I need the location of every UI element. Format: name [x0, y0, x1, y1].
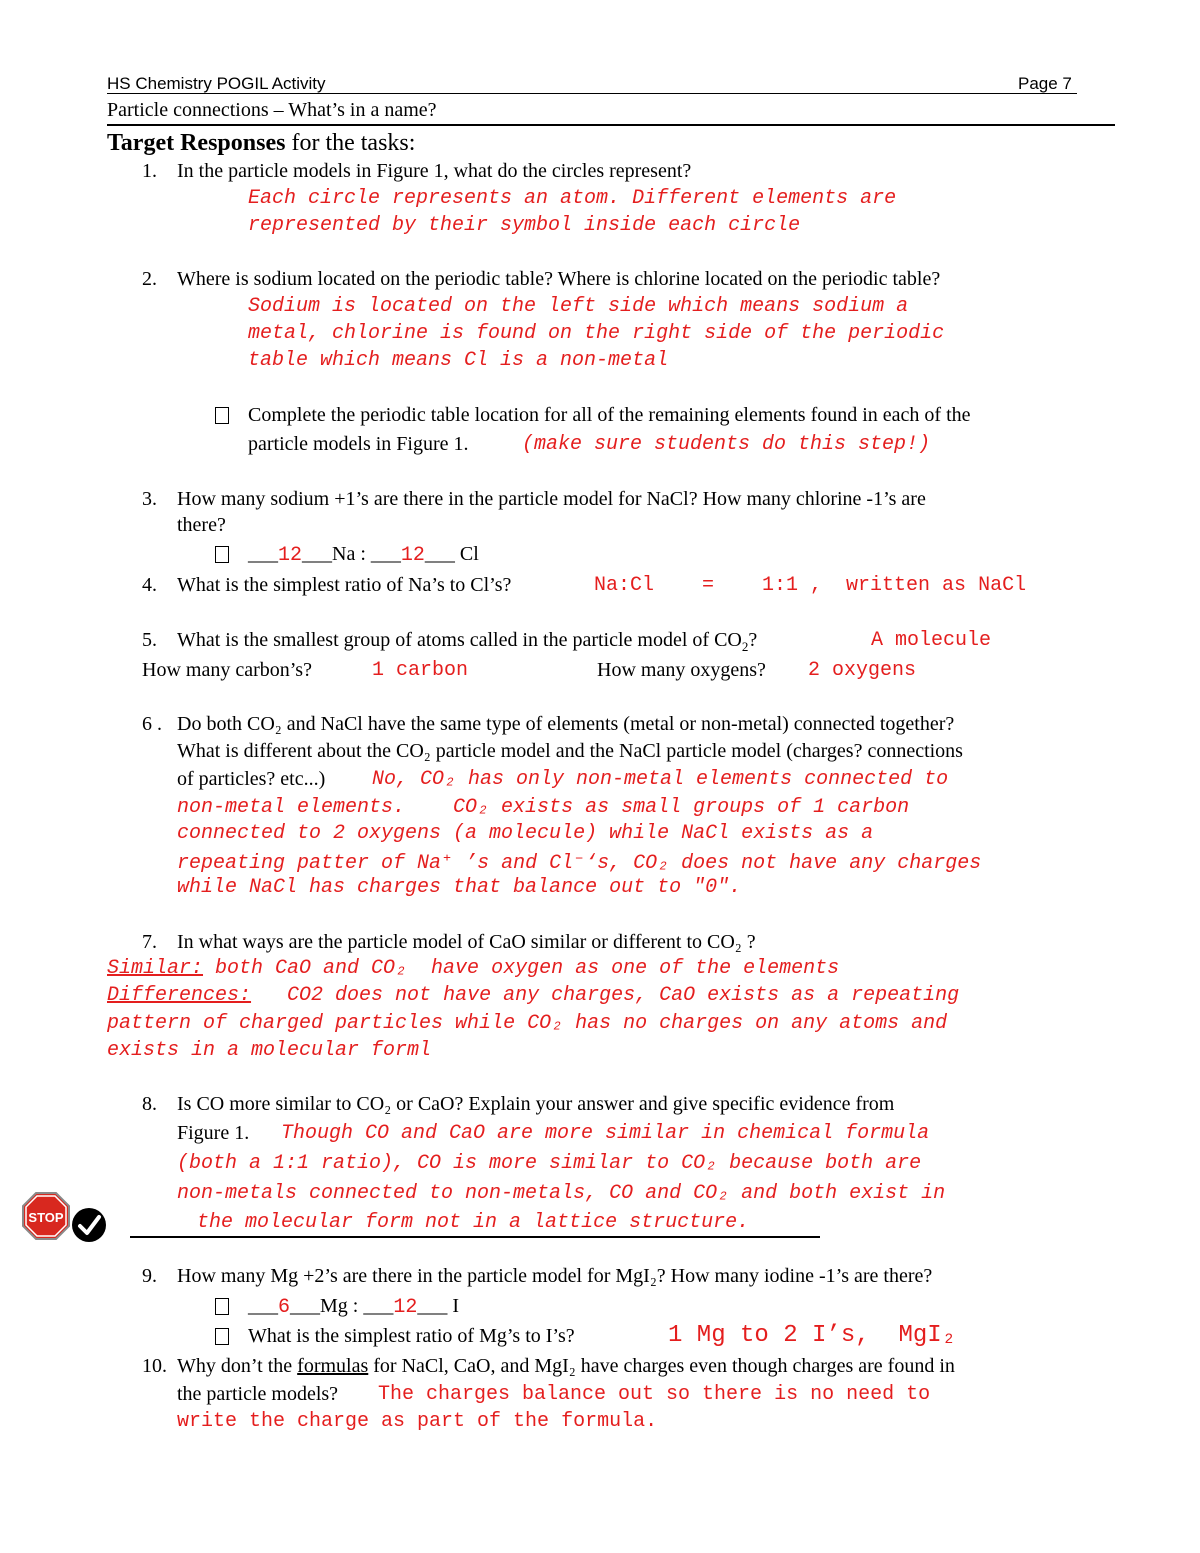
q5-oxygens-question: How many oxygens?	[597, 659, 766, 681]
q6-answer-line3: connected to 2 oxygens (a molecule) while NaCl exists as a	[177, 822, 874, 845]
q1-answer-line2: represented by their symbol inside each circle	[248, 214, 801, 237]
q10-number: 10.	[142, 1355, 167, 1377]
q10-answer-line1: The charges balance out so there is no need to	[378, 1383, 931, 1406]
subtitle-rule	[107, 124, 1115, 126]
q7-answer-line3: pattern of charged particles while CO₂ has no charges on any atoms and	[107, 1012, 948, 1035]
q6-question-line2: What is different about the CO₂ particle model and the NaCl particle model (charges? connections	[177, 740, 963, 762]
svg-text:STOP: STOP	[28, 1210, 64, 1225]
q4-number: 4.	[142, 574, 157, 596]
q10-answer-line2: write the charge as part of the formula.	[177, 1410, 658, 1433]
q6-answer-line5: while NaCl has charges that balance out to "0".	[177, 876, 742, 899]
q2-task-note: (make sure students do this step!)	[522, 433, 931, 456]
q7-number: 7.	[142, 931, 157, 953]
q9-number: 9.	[142, 1265, 157, 1287]
q5-question: What is the smallest group of atoms called in the particle model of $CO_2$?	[177, 629, 758, 654]
q4-question: What is the simplest ratio of Na’s to Cl’s?	[177, 574, 512, 596]
q1-question: In the particle models in Figure 1, what do the circles represent?	[177, 160, 692, 182]
q9-count-line: ___6___Mg : ___12___ I	[248, 1295, 460, 1319]
checkmark-icon	[70, 1206, 108, 1244]
q10-question-line2: the particle models?	[177, 1383, 339, 1405]
q9-ratio-question: What is the simplest ratio of Mg’s to I’s?	[248, 1325, 575, 1347]
q1-answer-line1: Each circle represents an atom. Different elements are	[248, 187, 897, 210]
q8-answer-line4: the molecular form not in a lattice structure.	[197, 1211, 750, 1234]
q6-question-line1: Do both CO₂ and NaCl have the same type of elements (metal or non-metal) connected together?	[177, 713, 955, 735]
q6-question-line3: of particles? etc...)	[177, 768, 326, 790]
q2-number: 2.	[142, 268, 157, 290]
q10-question-line1: Why don’t the formulas for NaCl, CaO, and MgI₂ have charges even though charges are found in	[177, 1355, 955, 1377]
q2-task-line2: particle models in Figure 1.	[248, 433, 469, 455]
section-divider	[130, 1236, 820, 1238]
q2-task-line1: Complete the periodic table location for all of the remaining elements found in each of the	[248, 404, 971, 426]
page-subtitle: Particle connections – What’s in a name?	[107, 99, 437, 121]
checkbox-icon	[215, 546, 229, 566]
q2-answer-line2: metal, chlorine is found on the right side of the periodic	[248, 322, 945, 345]
q6-number: 6 .	[142, 713, 162, 735]
q5-carbons-question: How many carbon’s?	[142, 659, 312, 681]
q9-question: How many Mg +2’s are there in the particle model for MgI₂? How many iodine -1’s are there?	[177, 1265, 933, 1287]
q5-answer: A molecule	[871, 629, 992, 652]
checkbox-icon	[215, 1298, 229, 1318]
q3-ratio-line: ___12___Na : ___12___ Cl	[248, 543, 479, 567]
q6-answer-line4: repeating patter of Na⁺ ’s and Cl⁻‘s, CO₂ does not have any charges	[177, 852, 982, 875]
q7-question: In what ways are the particle model of CaO similar or different to CO₂ ?	[177, 931, 756, 953]
checkbox-icon	[215, 1328, 229, 1348]
checkbox-icon	[215, 407, 229, 427]
q8-question-line2: Figure 1.	[177, 1122, 250, 1144]
q6-answer-line2: non-metal elements. CO₂ exists as small groups of 1 carbon	[177, 796, 910, 819]
stop-sign-icon	[22, 1192, 70, 1240]
q5-number: 5.	[142, 629, 157, 651]
q8-number: 8.	[142, 1093, 157, 1115]
q7-differences: Differences: CO2 does not have any charges, CaO exists as a repeating	[107, 984, 960, 1007]
q3-question-line2: there?	[177, 514, 226, 536]
q7-similar: Similar: both CaO and CO₂ have oxygen as one of the elements	[107, 957, 840, 980]
q9-ratio-answer: 1 Mg to 2 I’s, MgI₂	[668, 1322, 957, 1349]
q8-question-line1: Is CO more similar to CO₂ or CaO? Explain your answer and give specific evidence from	[177, 1093, 895, 1115]
q2-question: Where is sodium located on the periodic table? Where is chlorine located on the periodic table?	[177, 268, 941, 290]
section-title: Target Responses for the tasks:	[107, 130, 416, 156]
q4-answer: Na:Cl = 1:1 , written as NaCl	[594, 574, 1027, 597]
q2-answer-line1: Sodium is located on the left side which means sodium a	[248, 295, 909, 318]
q8-answer-line3: non-metals connected to non-metals, CO and CO₂ and both exist in	[177, 1182, 946, 1205]
q3-number: 3.	[142, 488, 157, 510]
q2-answer-line3: table which means Cl is a non-metal	[248, 349, 669, 372]
q5-oxygens-answer: 2 oxygens	[808, 659, 917, 682]
course-title: HS Chemistry POGIL Activity	[107, 74, 326, 93]
q8-answer-line2: (both a 1:1 ratio), CO is more similar to CO₂ because both are	[177, 1152, 922, 1175]
q8-answer-line1: Though CO and CaO are more similar in chemical formula	[281, 1122, 930, 1145]
q1-number: 1.	[142, 160, 157, 182]
q5-carbons-answer: 1 carbon	[372, 659, 469, 682]
q3-question-line1: How many sodium +1’s are there in the particle model for NaCl? How many chlorine -1’s are	[177, 488, 926, 510]
page-number: Page 7	[1018, 74, 1072, 93]
q6-answer-line1: No, CO₂ has only non-metal elements connected to	[372, 768, 949, 791]
q7-answer-line4: exists in a molecular forml	[107, 1039, 432, 1062]
header-rule	[107, 93, 1077, 94]
